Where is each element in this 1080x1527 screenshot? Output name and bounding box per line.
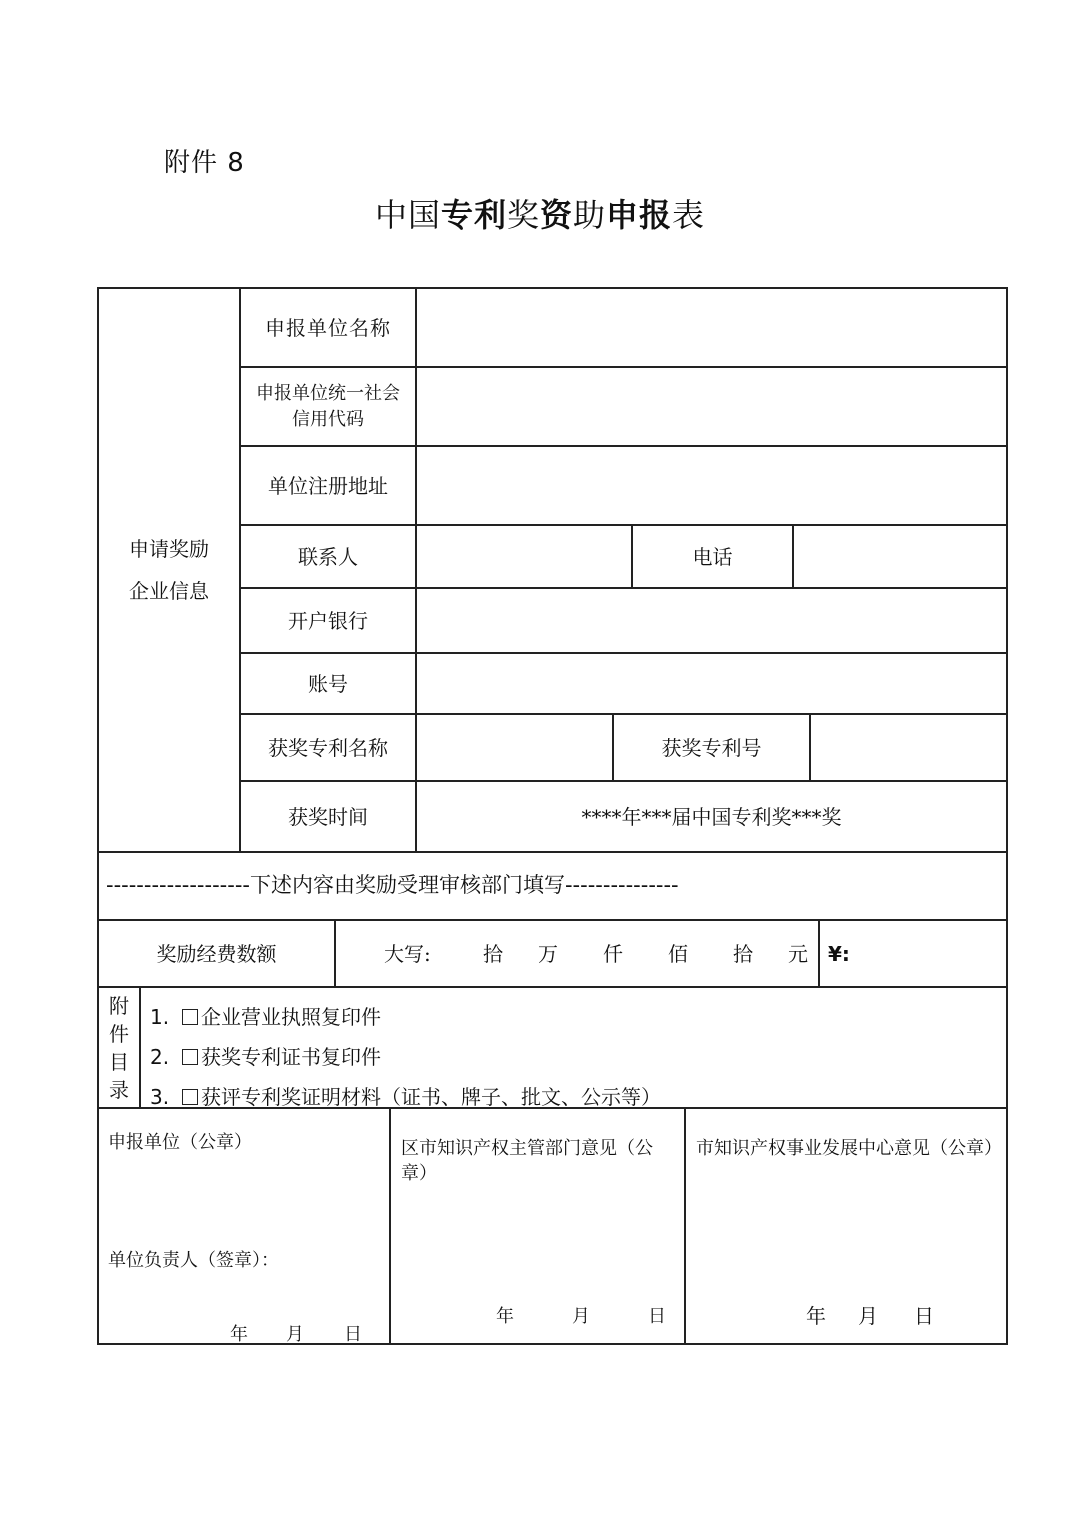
date-month: 月	[572, 1306, 590, 1327]
attachment-num: 1.	[150, 1005, 170, 1029]
attachment-text: 获评专利奖证明材料（证书、牌子、批文、公示等）	[201, 1085, 661, 1109]
patent-name-field[interactable]	[417, 715, 612, 780]
title-part: 助	[573, 196, 607, 234]
district-opinion-label: 区市知识产权主管部门意见（公章）	[401, 1138, 653, 1185]
contact-field[interactable]	[417, 526, 631, 587]
amount-unit: 佰	[668, 941, 688, 966]
label-bank: 开户银行	[288, 608, 368, 633]
city-opinion-label: 市知识产权事业发展中心意见（公章）	[696, 1138, 1002, 1159]
label-address: 单位注册地址	[268, 473, 388, 498]
attachment-label: 附件 8	[164, 148, 245, 178]
label-patent-name: 获奖专利名称	[268, 735, 388, 760]
attachments-side-label	[99, 988, 139, 1107]
label-credit-code	[241, 368, 415, 445]
label-award-time: 获奖时间	[288, 804, 368, 829]
phone-field[interactable]	[794, 526, 1006, 587]
date-day: 日	[648, 1306, 666, 1327]
title-part: 申报	[606, 196, 673, 234]
page-title	[0, 190, 1080, 236]
date-year: 年	[806, 1304, 826, 1328]
side-char: 附	[109, 993, 129, 1018]
label-patent-no: 获奖专利号	[661, 735, 762, 760]
grid-line	[389, 1107, 391, 1344]
checkbox[interactable]	[182, 1009, 198, 1025]
group-label-line: 企业信息	[129, 579, 209, 603]
attachment-text: 企业营业执照复印件	[201, 1005, 381, 1029]
checkbox[interactable]	[182, 1049, 198, 1065]
grid-line	[139, 986, 141, 1108]
address-field[interactable]	[417, 447, 1006, 524]
date-month: 月	[286, 1324, 304, 1345]
attachment-num: 2.	[150, 1045, 170, 1069]
amount-unit: 仟	[603, 941, 623, 966]
date-year: 年	[496, 1306, 514, 1327]
title-part: 中国	[374, 196, 441, 234]
attachments-list	[150, 997, 661, 1117]
account-field[interactable]	[417, 654, 1006, 713]
date-day: 日	[914, 1304, 934, 1328]
label-line: 信用代码	[292, 408, 364, 430]
bank-field[interactable]	[417, 589, 1006, 652]
date-month: 月	[858, 1304, 878, 1328]
group-label-line: 申请奖励	[129, 537, 209, 561]
amount-unit: 元	[788, 941, 808, 966]
side-char: 件	[109, 1021, 129, 1046]
amount-unit: 拾	[733, 941, 753, 966]
label-amount: 奖励经费数额	[156, 941, 277, 966]
patent-no-field[interactable]	[811, 715, 1006, 780]
responsible-signature-label: 单位负责人（签章）：	[108, 1250, 279, 1271]
title-part: 资	[539, 196, 573, 234]
attachment-text: 获奖专利证书复印件	[201, 1045, 381, 1069]
label-phone: 电话	[692, 544, 733, 569]
unit-name-field[interactable]	[417, 289, 1006, 366]
attachment-num: 3.	[150, 1085, 170, 1109]
grid-line	[334, 919, 336, 987]
label-unit-name: 申报单位名称	[265, 315, 391, 340]
side-char: 录	[109, 1077, 129, 1102]
attachment-item	[150, 997, 661, 1037]
credit-code-field[interactable]	[417, 368, 1006, 445]
award-time-value[interactable]: ****年***届中国专利奖***奖	[581, 804, 842, 829]
amount-capital-label: 大写:	[384, 941, 431, 966]
title-part: 专利	[440, 196, 507, 234]
review-divider-text: -------------------下述内容由奖励受理审核部门填写---------------	[106, 873, 679, 898]
title-part: 表	[672, 196, 706, 234]
label-line: 申报单位统一社会	[256, 383, 400, 405]
date-year: 年	[230, 1324, 248, 1345]
applicant-seal-label: 申报单位（公章）	[108, 1132, 252, 1153]
attachment-item	[150, 1077, 661, 1117]
grid-line	[97, 986, 1008, 988]
grid-line	[818, 919, 820, 987]
amount-yen-field[interactable]: ¥:	[828, 941, 850, 966]
label-account: 账号	[308, 671, 348, 696]
title-part: 奖	[506, 196, 540, 234]
checkbox[interactable]	[182, 1089, 198, 1105]
grid-line	[684, 1107, 686, 1344]
attachment-item	[150, 1037, 661, 1077]
date-day: 日	[344, 1324, 362, 1345]
amount-unit: 万	[538, 941, 558, 966]
side-char: 目	[109, 1049, 129, 1074]
label-contact: 联系人	[298, 544, 358, 569]
amount-unit: 拾	[483, 941, 503, 966]
group-label-enterprise-info	[99, 289, 239, 851]
